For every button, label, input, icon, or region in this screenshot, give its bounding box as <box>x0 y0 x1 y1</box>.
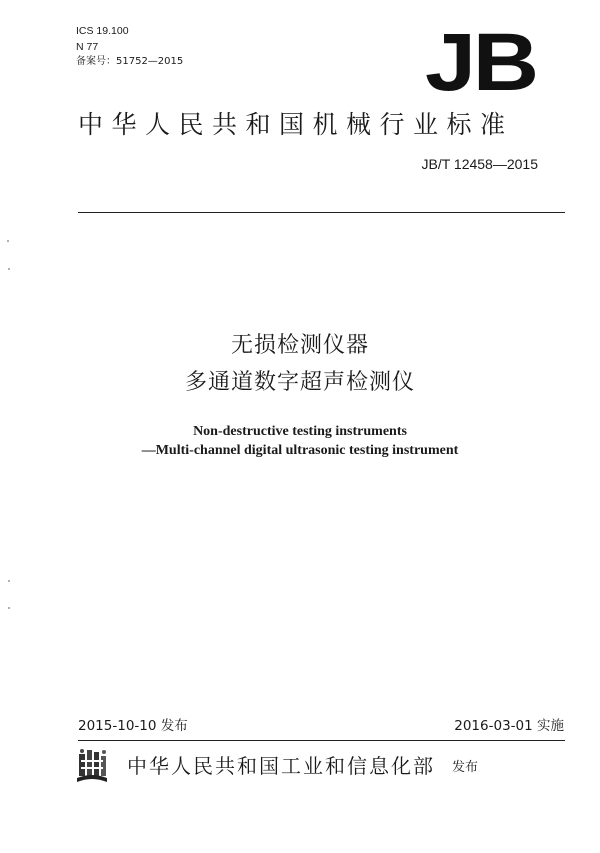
filing-number: 备案号：51752—2015 <box>76 56 184 67</box>
title-cn-line1: 无损检测仪器 <box>230 333 369 358</box>
issue-date: 2015-10-10 发布 <box>78 718 188 734</box>
issuer-suffix: 发布 <box>452 760 479 775</box>
ics-code: ICS 19.100 <box>76 25 129 37</box>
scan-speck <box>7 240 9 242</box>
jb-logo: JB <box>425 17 536 108</box>
ccs-code: N 77 <box>76 41 99 53</box>
scan-speck <box>8 580 10 582</box>
bottom-divider <box>78 740 565 741</box>
issuer-name: 中华人民共和国工业和信息化部 <box>127 754 435 778</box>
scan-speck <box>8 607 10 609</box>
title-en-line1: Non-destructive testing instruments <box>193 424 407 439</box>
title-en-line2: —Multi-channel digital ultrasonic testing instrument <box>141 443 459 458</box>
standard-code: JB/T 12458—2015 <box>421 156 538 172</box>
scan-speck <box>8 268 10 270</box>
top-divider <box>78 212 565 213</box>
title-cn-line2: 多通道数字超声检测仪 <box>184 370 415 395</box>
ministry-emblem-icon <box>75 746 109 786</box>
industry-standard-title: 中华人民共和国机械行业标准 <box>78 110 514 139</box>
implementation-date: 2016-03-01 实施 <box>454 718 564 734</box>
